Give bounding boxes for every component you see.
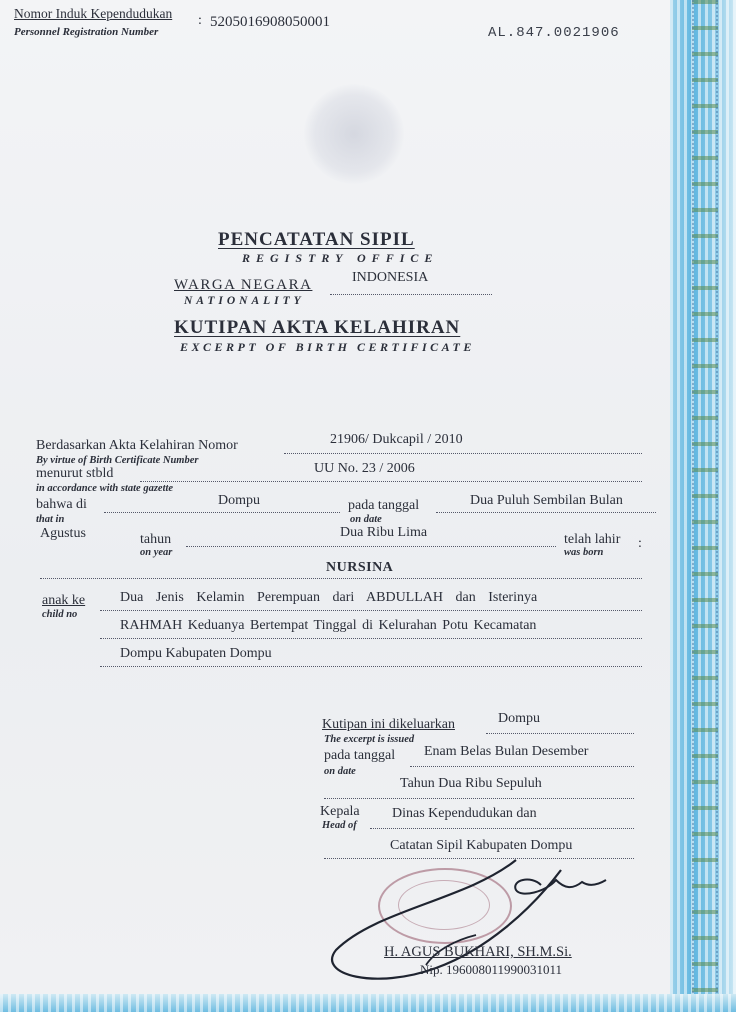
issued-dots	[486, 733, 634, 734]
nik-value: 5205016908050001	[210, 14, 330, 30]
year-dots	[186, 546, 556, 547]
child-name: NURSINA	[326, 560, 394, 575]
place-label: bahwa di	[36, 497, 87, 512]
act-dots	[284, 453, 642, 454]
title-excerpt: KUTIPAN AKTA KELAHIRAN	[174, 317, 461, 338]
date-dots	[436, 512, 656, 513]
stbld-sub-label: in accordance with state gazette	[36, 483, 174, 494]
year-value: Dua Ribu Lima	[340, 525, 428, 540]
place-dots	[104, 512, 340, 513]
act-value: 21906/ Dukcapil / 2010	[330, 432, 463, 447]
date-sub-label: on date	[350, 514, 382, 525]
issued-value: Dompu	[498, 711, 540, 726]
issue-date-value: Enam Belas Bulan Desember	[424, 744, 589, 759]
nationality-label: WARGA NEGARA	[174, 277, 313, 293]
child-line-2: RAHMAH Keduanya Bertempat Tinggal di Kelurahan Potu Kecamatan	[120, 618, 537, 633]
child-sub-label: child no	[42, 609, 78, 620]
child-dots-3	[100, 666, 642, 667]
place-value: Dompu	[218, 493, 260, 508]
child-line-3: Dompu Kabupaten Dompu	[120, 646, 272, 661]
nationality-value: INDONESIA	[352, 270, 429, 285]
nationality-en: NATIONALITY	[184, 295, 305, 307]
date-value: Dua Puluh Sembilan Bulan	[470, 493, 623, 508]
title-excerpt-en: EXCERPT OF BIRTH CERTIFICATE	[180, 340, 475, 354]
head-dots	[370, 828, 634, 829]
official-name: H. AGUS BUKHARI, SH.M.Si.	[384, 944, 572, 960]
year-sub-label: on year	[140, 547, 173, 558]
issue-date-sub-label: on date	[324, 766, 356, 777]
serial-number: AL.847.0021906	[488, 25, 620, 41]
nationality-dots	[330, 294, 492, 295]
born-label: telah lahir	[564, 532, 621, 547]
child-label: anak ke	[42, 593, 86, 608]
issue-date-dots-2	[324, 798, 634, 799]
head-value-2: Catatan Sipil Kabupaten Dompu	[390, 838, 573, 853]
born-colon: :	[638, 536, 642, 551]
decorative-border-right	[670, 0, 736, 1012]
emblem-watermark-icon	[304, 84, 404, 184]
border-pattern	[692, 0, 718, 1012]
act-label: Berdasarkan Akta Kelahiran Nomor	[36, 438, 238, 453]
head-value: Dinas Kependudukan dan	[392, 806, 537, 821]
issued-label: Kutipan ini dikeluarkan	[322, 717, 455, 732]
nik-label: Nomor Induk Kependudukan	[14, 6, 173, 21]
issue-date-dots	[410, 766, 634, 767]
month-value: Agustus	[40, 526, 86, 541]
act-sub-label: By virtue of Birth Certificate Number	[36, 455, 199, 466]
born-sub-label: was born	[564, 547, 604, 558]
stbld-dots	[140, 481, 642, 482]
head-label: Kepala	[320, 804, 360, 819]
nik-colon: :	[198, 13, 202, 28]
child-dots-1	[100, 610, 642, 611]
name-dots	[40, 578, 642, 579]
title-registry: PENCATATAN SIPIL	[218, 229, 415, 250]
nik-sub-label: Personnel Registration Number	[14, 26, 159, 38]
child-line-1: Dua Jenis Kelamin Perempuan dari ABDULLAH dan Isterinya	[120, 590, 538, 605]
issue-date-value-2: Tahun Dua Ribu Sepuluh	[400, 776, 542, 791]
place-sub-label: that in	[36, 514, 65, 525]
head-sub-label: Head of	[322, 820, 357, 831]
title-registry-en: REGISTRY OFFICE	[242, 251, 439, 265]
official-nip: Nip. 196008011990031011	[420, 962, 563, 977]
child-dots-2	[100, 638, 642, 639]
decorative-border-bottom	[0, 994, 736, 1012]
issued-sub-label: The excerpt is issued	[324, 734, 415, 745]
stbld-value: UU No. 23 / 2006	[314, 461, 415, 476]
stbld-label: menurut stbld	[36, 466, 114, 481]
year-label: tahun	[140, 532, 172, 547]
date-label: pada tanggal	[348, 498, 420, 513]
issue-date-label: pada tanggal	[324, 748, 396, 763]
